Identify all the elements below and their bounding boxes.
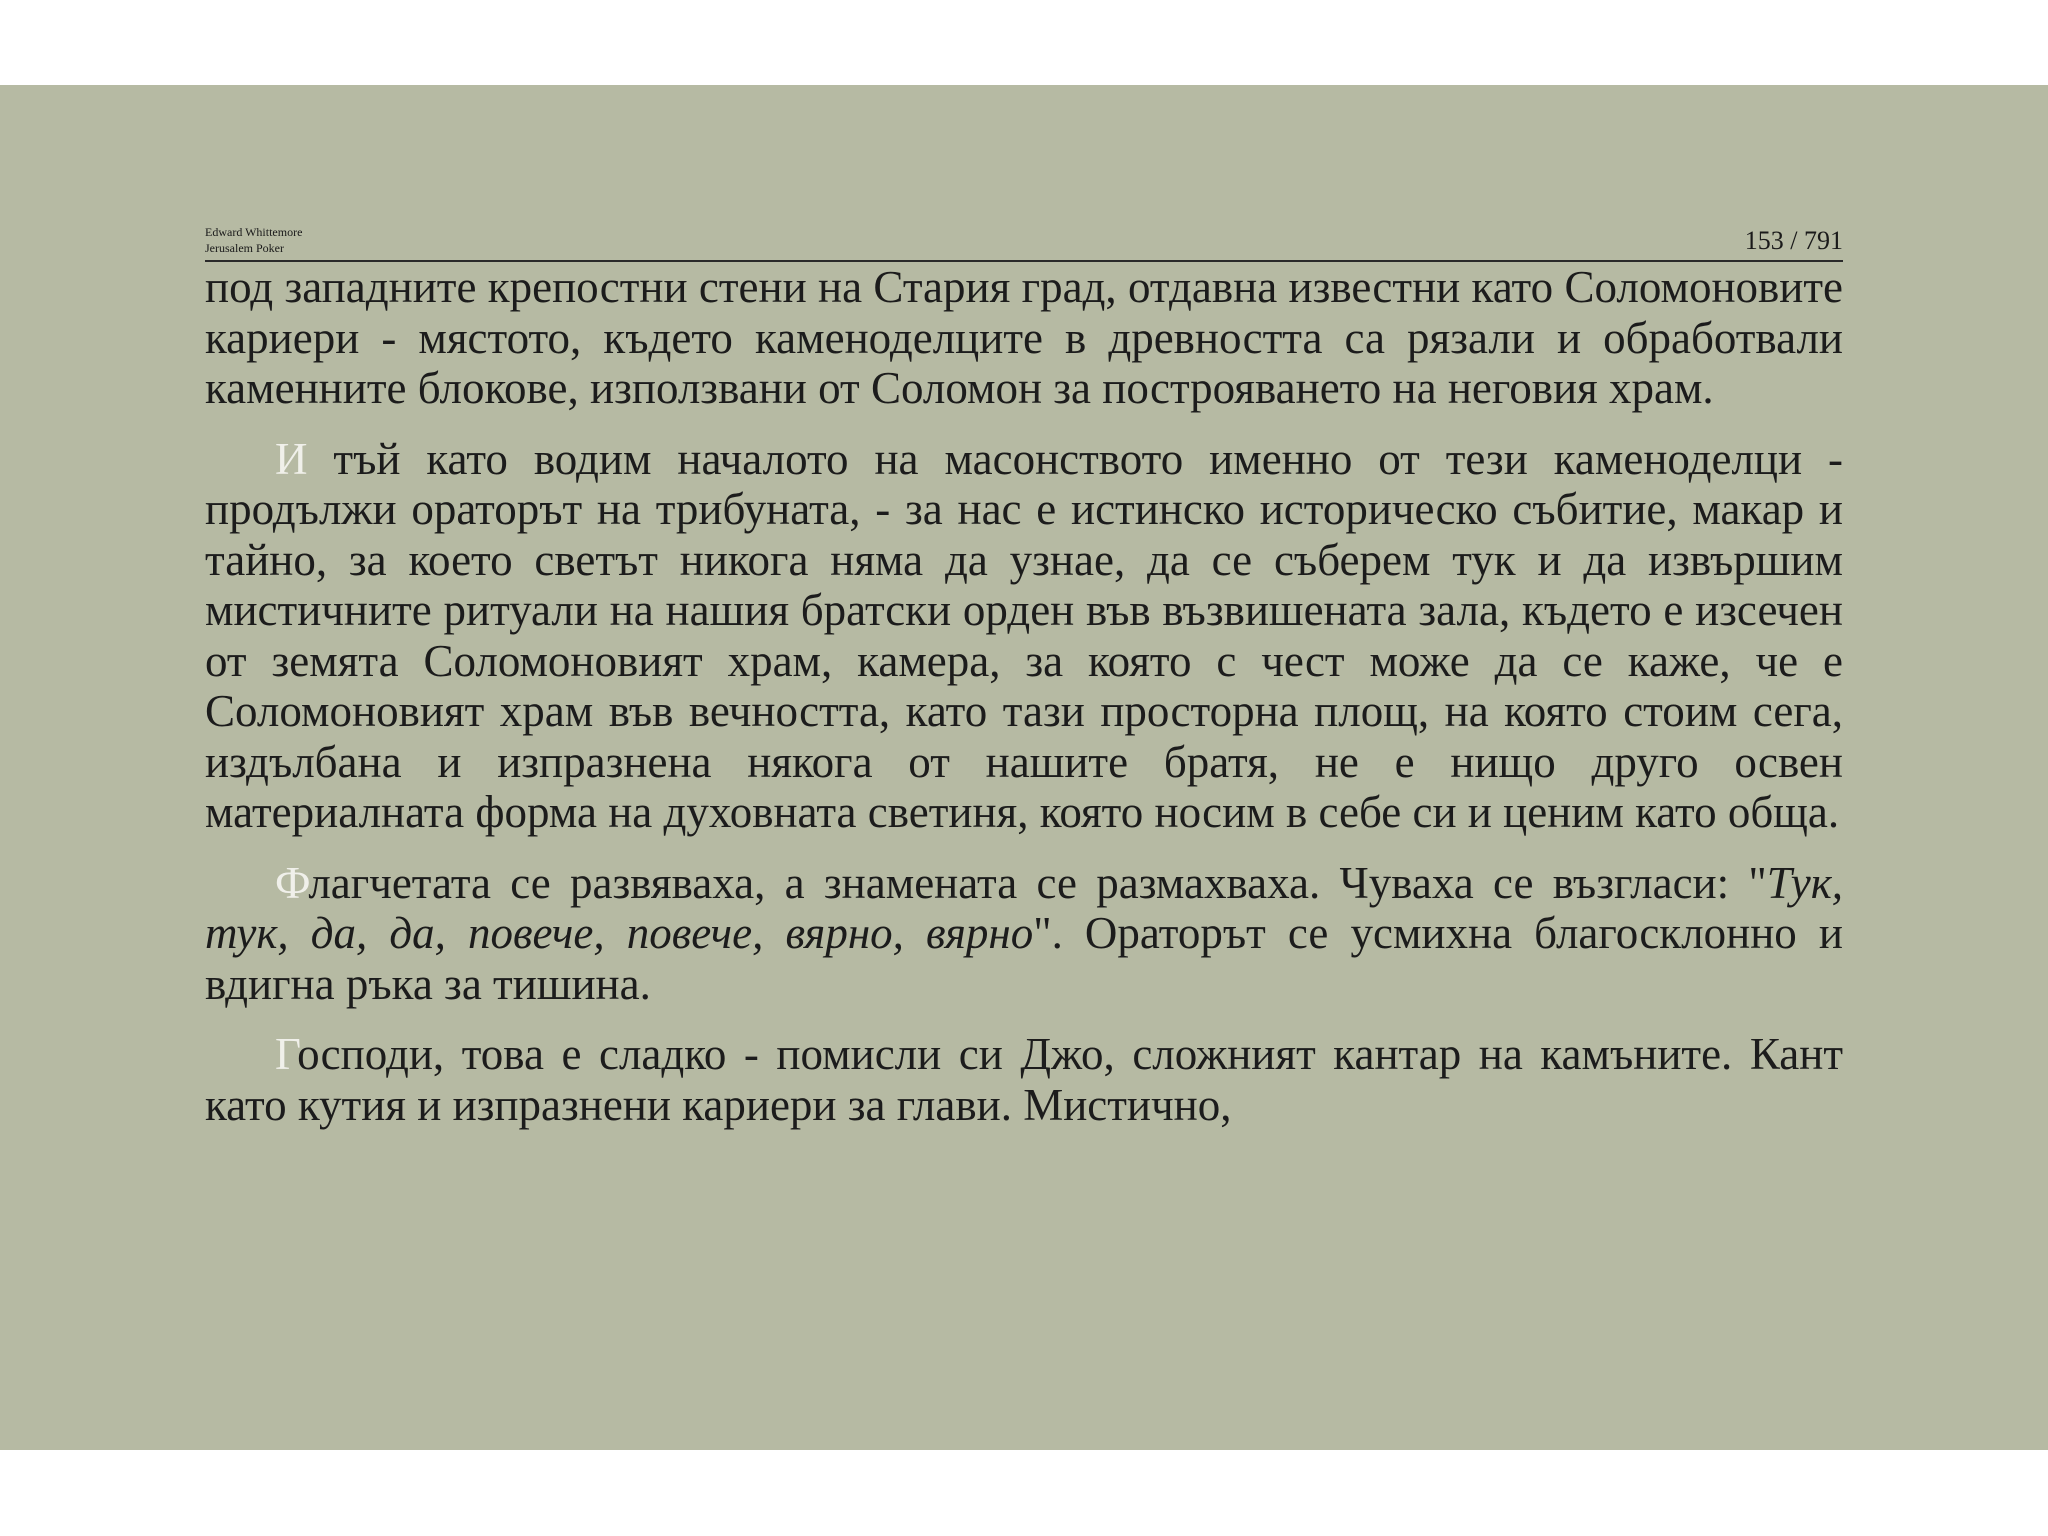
paragraph-4 — [205, 1029, 1843, 1130]
initial-letter: И — [275, 433, 308, 484]
page-header — [205, 138, 1843, 262]
page-number: 153 / 791 — [1744, 226, 1843, 255]
book-info — [205, 224, 302, 256]
paragraph-2 — [205, 434, 1843, 838]
author-name: Edward Whittemore — [205, 225, 303, 239]
paragraph-3 — [205, 858, 1843, 1010]
initial-letter: Г — [275, 1029, 298, 1079]
paragraph-text: тъй като водим началото на масонството именно от тези каменоделци - продължи ораторът на трибуната, - за нас е истинско историческо събитие, макар и тайно, за което светът никога няма да узнае, да се съберем тук и да извършим мистичните ритуали на нашия братски орден във възвишената зала, където е изсечен от земята Соломоновият храм, камера, за която с чест може да се каже, че е Соломоновият храм във вечността, като тази просторна площ, на която стоим сега, издълбана и изпразнена някога от нашите братя, не е нищо друго освен материалната форма на духовната светиня, която носим в себе си и ценим като обща. — [205, 433, 1843, 837]
paragraph-text: осподи, това е сладко - помисли си Джо, сложният кантар на камъните. Кант като кутия и изпразнени кариери за глави. Мистично, — [205, 1029, 1843, 1130]
book-text — [205, 262, 1843, 1150]
book-title: Jerusalem Poker — [205, 241, 284, 255]
paragraph-1: под западните крепостни стени на Стария град, отдавна известни като Соломоновите кариери - мястото, където каменоделците в древността са рязали и обработвали каменните блокове, използвани от Соломон за построяването на неговия храм. — [205, 262, 1843, 413]
italic-quote: Тук, тук, да, да, повече, повече, вярно, вярно — [205, 857, 1843, 958]
paragraph-text: лагчетата се развяваха, а знамената се размахваха. Чуваха се възгласи: " — [308, 857, 1767, 908]
initial-letter: Ф — [275, 857, 309, 908]
paragraph-text: ". Ораторът се усмихна благосклонно и вдигна ръка за тишина. — [205, 908, 1843, 1009]
